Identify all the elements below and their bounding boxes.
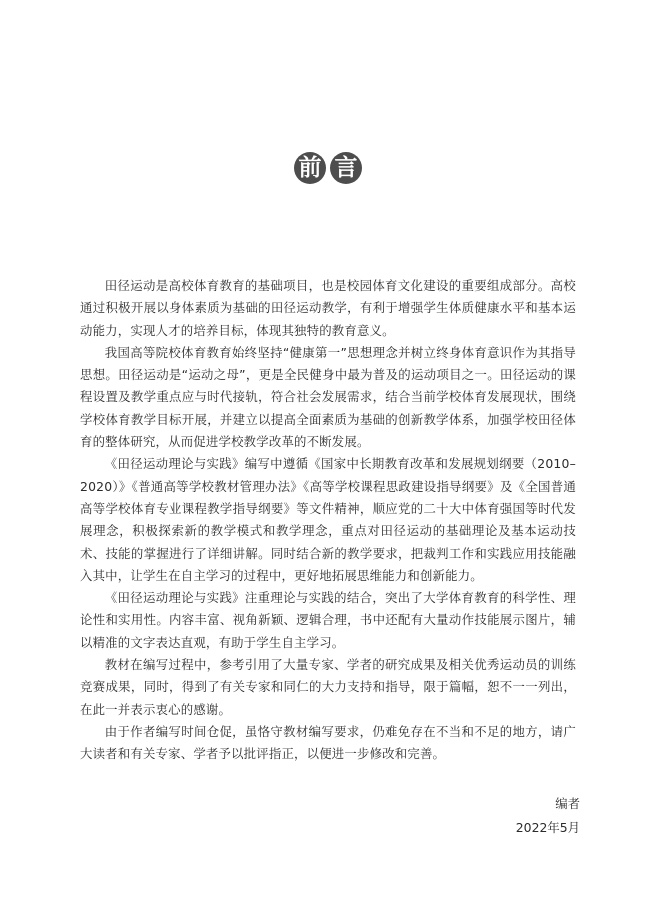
signature-date: 2022年5月 bbox=[515, 820, 580, 835]
page-title bbox=[0, 152, 656, 184]
signature-block bbox=[516, 792, 580, 840]
signature-author: 编者 bbox=[555, 796, 580, 811]
paragraph-2: 我国高等院校体育教育始终坚持“健康第一”思想理念并树立终身体育意识作为其指导思想。田径运动是“运动之母”，更是全民健身中最为普及的运动项目之一。田径运动的课程设置及教学重点应与时代接轨，符合社会发展需求，结合当前学校体育发展现状，围绕学校体育教学目标开展，并建立以提高全面素质为基础的创新教学体系，加强学校田径体育的整体研究，从而促进学校教学改革的不断发展。 bbox=[80, 344, 576, 450]
paragraph-5: 教材在编写过程中，参考引用了大量专家、学者的研究成果及相关优秀运动员的训练竞赛成果，同时，得到了有关专家和同仁的大力支持和指导，限于篇幅，恕不一一列出，在此一并表示衷心的感谢。 bbox=[80, 657, 576, 717]
title-char-1: 前 bbox=[294, 152, 326, 184]
paragraph-3: 《田径运动理论与实践》编写中遵循《国家中长期教育改革和发展规划纲要（2010–2020）》《普通高等学校教材管理办法》《高等学校课程思政建设指导纲要》及《全国普通高等学校体育专业课程教学指导纲要》等文件精神，顺应党的二十大中体育强国等时代发展理念，积极探索新的教学模式和教学理念，重点对田径运动的基础理论及基本运动技术、技能的掌握进行了详细讲解。同时结合新的教学要求，把裁判工作和实践应用技能融入其中，让学生在自主学习的过程中，更好地拓展思维能力和创新能力。 bbox=[80, 456, 576, 583]
paragraph-6: 由于作者编写时间仓促，虽恪守教材编写要求，仍难免存在不当和不足的地方，请广大读者和有关专家、学者予以批评指正，以便进一步修改和完善。 bbox=[80, 723, 576, 762]
paragraph-1: 田径运动是高校体育教育的基础项目，也是校园体育文化建设的重要组成部分。高校通过积极开展以身体素质为基础的田径运动教学，有利于增强学生体质健康水平和基本运动能力，实现人才的培养目标，体现其独特的教育意义。 bbox=[80, 278, 576, 338]
paragraph-4: 《田径运动理论与实践》注重理论与实践的结合，突出了大学体育教育的科学性、理论性和实用性。内容丰富、视角新颖、逻辑合理，书中还配有大量动作技能展示图片，辅以精准的文字表达直观，有助于学生自主学习。 bbox=[80, 590, 576, 650]
title-char-2: 言 bbox=[330, 152, 362, 184]
preface-body bbox=[80, 275, 576, 766]
